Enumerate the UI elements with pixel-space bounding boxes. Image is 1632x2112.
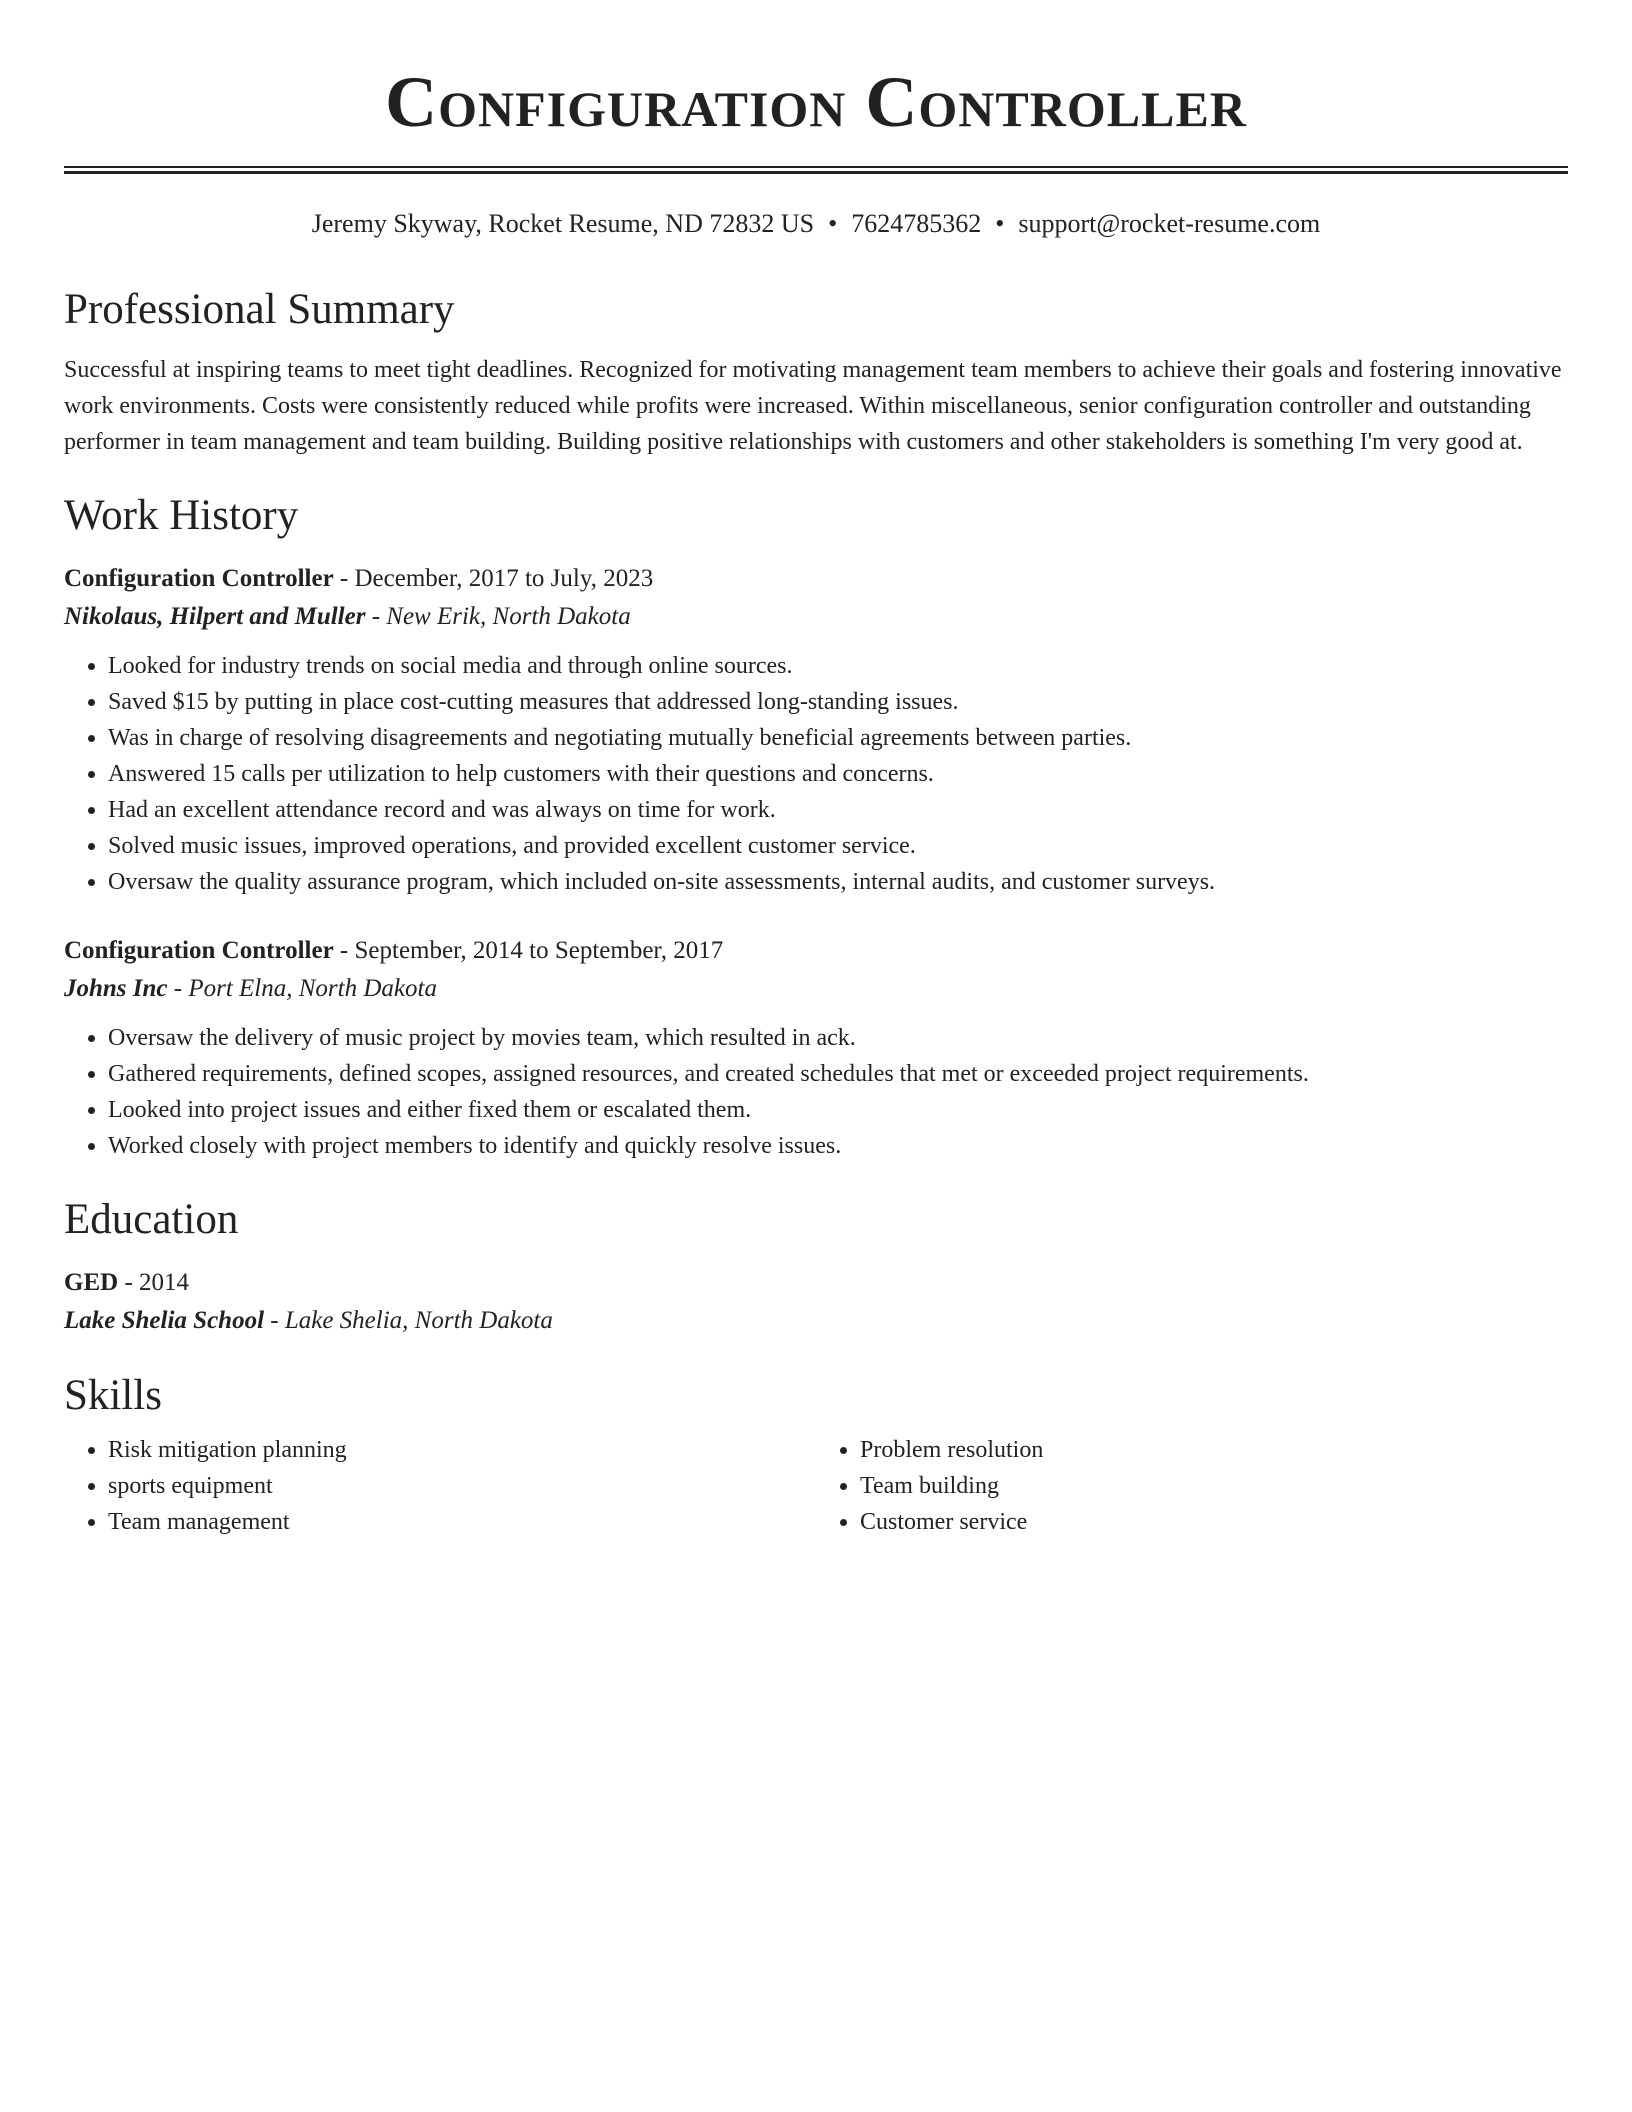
skills-grid [64, 1432, 1568, 1540]
education-entry [64, 1264, 1568, 1340]
list-item: • Gathered requirements, defined scopes, assigned resources, and created schedules that met or exceeded project requirements. [108, 1056, 1568, 1092]
job-entry [64, 932, 1568, 1164]
list-item: • Saved $15 by putting in place cost-cutting measures that addressed long-standing issues. [108, 684, 1568, 720]
skill-item: • Risk mitigation planning [108, 1432, 816, 1468]
job-title-line [64, 560, 1568, 598]
job-bullets [64, 648, 1568, 900]
list-item: • Had an excellent attendance record and was always on time for work. [108, 792, 1568, 828]
job-role: Configuration Controller [64, 565, 334, 592]
resume-name: Configuration Controller [385, 62, 1247, 142]
skills-column-left [64, 1432, 816, 1540]
job-company-line [64, 598, 1568, 636]
list-item: • Was in charge of resolving disagreements and negotiating mutually beneficial agreements between parties. [108, 720, 1568, 756]
skills-column-right [816, 1432, 1568, 1540]
job-company: Johns Inc [64, 975, 168, 1002]
education-degree-line [64, 1264, 1568, 1302]
list-item: • Oversaw the quality assurance program, which included on-site assessments, internal audits, and customer surveys. [108, 864, 1568, 900]
summary-text: Successful at inspiring teams to meet tight deadlines. Recognized for motivating management team members to achieve their goals and fostering innovative work environments. Costs were consistently reduced while profits were increased. Within miscellaneous, senior configuration controller and outstanding performer in team management and team building. Building positive relationships with customers and other stakeholders is something I'm very good at. [64, 357, 1562, 455]
job-dates: - September, 2014 to September, 2017 [333, 937, 724, 964]
skill-item: • Customer service [860, 1504, 1568, 1540]
education-school: Lake Shelia School [64, 1307, 265, 1334]
job-company: Nikolaus, Hilpert and Muller [64, 603, 366, 630]
education-degree: GED [64, 1269, 119, 1296]
contact-line [64, 208, 1568, 240]
job-entry [64, 560, 1568, 900]
job-company-line [64, 970, 1568, 1008]
contact-phone: 7624785362 [851, 209, 982, 238]
contact-separator: • [828, 209, 838, 238]
education-heading: Education [64, 1196, 239, 1243]
list-item: • Looked for industry trends on social media and through online sources. [108, 648, 1568, 684]
contact-address: Jeremy Skyway, Rocket Resume, ND 72832 US [311, 209, 815, 238]
skill-item: • sports equipment [108, 1468, 816, 1504]
job-title-line [64, 932, 1568, 970]
list-item: • Looked into project issues and either fixed them or escalated them. [108, 1092, 1568, 1128]
header-divider [64, 166, 1568, 174]
contact-email: support@rocket-resume.com [1018, 209, 1321, 238]
list-item: • Answered 15 calls per utilization to help customers with their questions and concerns. [108, 756, 1568, 792]
skill-item: • Team management [108, 1504, 816, 1540]
skills-heading: Skills [64, 1372, 162, 1419]
education-year: - 2014 [118, 1269, 190, 1296]
summary-heading: Professional Summary [64, 286, 455, 333]
job-role: Configuration Controller [64, 937, 334, 964]
contact-separator: • [995, 209, 1005, 238]
list-item: • Oversaw the delivery of music project by movies team, which resulted in ack. [108, 1020, 1568, 1056]
skill-item: • Problem resolution [860, 1432, 1568, 1468]
job-location: - New Erik, North Dakota [365, 603, 631, 630]
education-location: - Lake Shelia, North Dakota [264, 1307, 553, 1334]
job-bullets [64, 1020, 1568, 1164]
job-location: - Port Elna, North Dakota [167, 975, 437, 1002]
work-history-heading: Work History [64, 492, 299, 539]
list-item: • Solved music issues, improved operations, and provided excellent customer service. [108, 828, 1568, 864]
job-dates: - December, 2017 to July, 2023 [333, 565, 654, 592]
list-item: • Worked closely with project members to identify and quickly resolve issues. [108, 1128, 1568, 1164]
education-school-line [64, 1302, 1568, 1340]
skill-item: • Team building [860, 1468, 1568, 1504]
